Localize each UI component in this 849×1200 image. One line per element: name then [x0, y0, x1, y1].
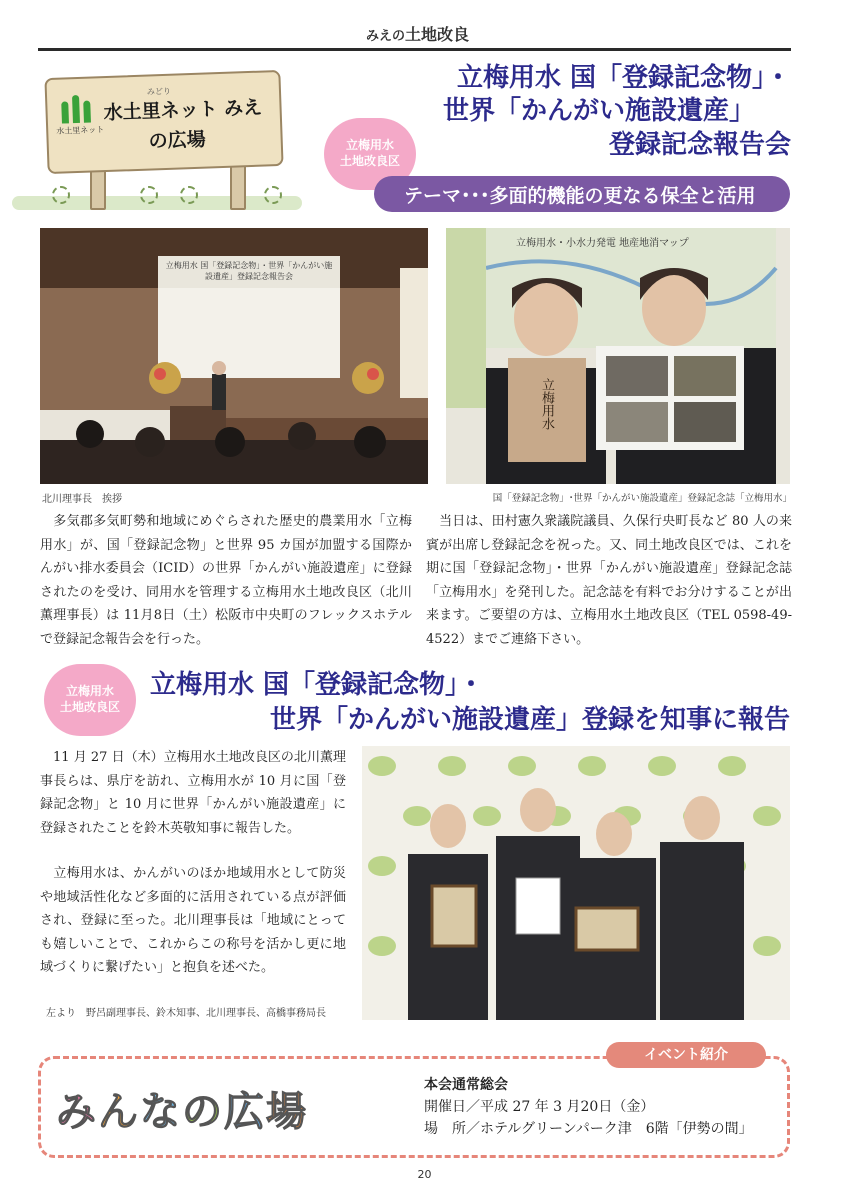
page-number: 20 — [417, 1168, 432, 1181]
article2-title-line2: 世界「かんがい施設遺産」登録を知事に報告 — [269, 705, 790, 736]
logo-char: の — [182, 1089, 224, 1135]
article2-paragraph-2: 立梅用水は、かんがいのほか地域用水として防災や地域活性化など多面的に活用されている点が評価され、登録に至った。北川理事長は「地域にとっても嬉しいことで、これからこの称号を活かし更に地域づくりに繋げたい」と抱負を述べた。 — [40, 866, 346, 975]
badge-line2: 土地改良区 — [59, 700, 120, 714]
event-tag: イベント紹介 — [606, 1042, 766, 1068]
article1-title-line3: 登録記念報告会 — [608, 129, 791, 160]
article2-paragraph-1: 11 月 27 日（木）立梅用水土地改良区の北川薫理事長らは、県庁を訪れ、立梅用水が 10 月に国「登録記念物」と 10 月に世界「かんがい施設遺産」に登録されたことを鈴木英敬知事に報告した。 — [40, 750, 346, 836]
signboard-ruby: みどり — [146, 86, 172, 97]
photo-book-title: 立梅用水 — [539, 378, 554, 430]
article2-title — [150, 668, 790, 738]
article1-title — [443, 62, 791, 162]
logo-char: み — [56, 1089, 98, 1135]
photo-greeting-caption: 北川理事長 挨拶 — [42, 494, 122, 505]
midori-logo-icon — [59, 92, 94, 123]
article1-paragraph-right: 当日は、田村憲久衆議院議員、久保行央町長など 80 人の来賓が出席し登録記念を祝った。又、同土地改良区では、これを期に国「登録記念物」・世界「かんがい施設遺産」登録記念誌「立梅用水」を発刊した。記念誌を有料でお分けすることが出来ます。ご要望の方は、立梅用水土地改良区（TEL 0598-49-4522）までご連絡下さい。 — [426, 514, 792, 647]
grass-icon — [180, 186, 198, 204]
logo-char: ん — [98, 1089, 140, 1135]
photo-governor-report-image — [362, 746, 790, 1020]
event-heading: 本会通常総会 — [424, 1077, 508, 1093]
signboard-title-line1: 水土里ネット みえ — [103, 96, 263, 125]
signboard-board — [44, 70, 283, 174]
photo-greeting-screen-text: 立梅用水 国「登録記念物」・世界「かんがい施設遺産」登録記念報告会 — [165, 261, 333, 281]
photo-greeting — [40, 228, 428, 484]
photo-map-title: 立梅用水・小水力発電 地産地消マップ — [516, 238, 689, 249]
article1-theme-bar: テーマ･･･多面的機能の更なる保全と活用 — [374, 176, 790, 212]
photo-book-caption: 国「登録記念物」･世界「かんがい施設遺産」登録記念誌「立梅用水」 — [492, 493, 792, 504]
magazine-header — [366, 22, 469, 45]
article2-badge — [44, 664, 136, 736]
photo-commemorative-book-image — [446, 228, 790, 484]
photo-commemorative-book — [446, 228, 790, 484]
badge-line2: 土地改良区 — [339, 154, 400, 168]
article1-paragraph-left: 多気郡多気町勢和地域にめぐらされた歴史的農業用水「立梅用水」が、国「登録記念物」と世界 95 カ国が加盟する国際かんがい排水委員会（ICID）の世界「かんがい施設遺産」に登録されたのを受け、同用水を管理する立梅用水土地改良区（北川薫理事長）は 11月8日（土）松阪市中央町のフレックスホテルで登録記念報告会を行った。 — [40, 514, 412, 647]
logo-char: 広 — [224, 1089, 266, 1135]
magazine-name: 土地改良 — [404, 25, 469, 44]
photo-governor-caption: 左より 野呂副理事長、鈴木知事、北川理事長、高橋事務局長 — [46, 1008, 326, 1019]
logo-char: 場 — [266, 1089, 308, 1135]
signboard-title-line2: の広場 — [148, 128, 207, 153]
logo-caption: 水土里ネット — [56, 125, 105, 136]
minna-no-hiroba-logo — [56, 1080, 308, 1137]
grass-icon — [52, 186, 70, 204]
event-place: 場 所／ホテルグリーンパーク津 6階「伊勢の間」 — [424, 1121, 753, 1137]
grass-icon — [140, 186, 158, 204]
badge-line1: 立梅用水 — [65, 684, 114, 699]
event-info — [424, 1074, 753, 1140]
photo-governor-report — [362, 746, 790, 1020]
signboard — [12, 30, 302, 210]
event-date: 開催日／平成 27 年 3 月20日（金） — [424, 1099, 655, 1115]
logo-char: な — [140, 1089, 182, 1135]
article2-title-line1: 立梅用水 国「登録記念物」・ — [150, 670, 485, 700]
magazine-prefix: みえの — [365, 29, 405, 44]
grass-icon — [264, 186, 282, 204]
article1-title-line1: 立梅用水 国「登録記念物」・ — [456, 63, 791, 93]
badge-line1: 立梅用水 — [345, 138, 394, 153]
article1-title-line2: 世界「かんがい施設遺産」 — [442, 96, 755, 127]
